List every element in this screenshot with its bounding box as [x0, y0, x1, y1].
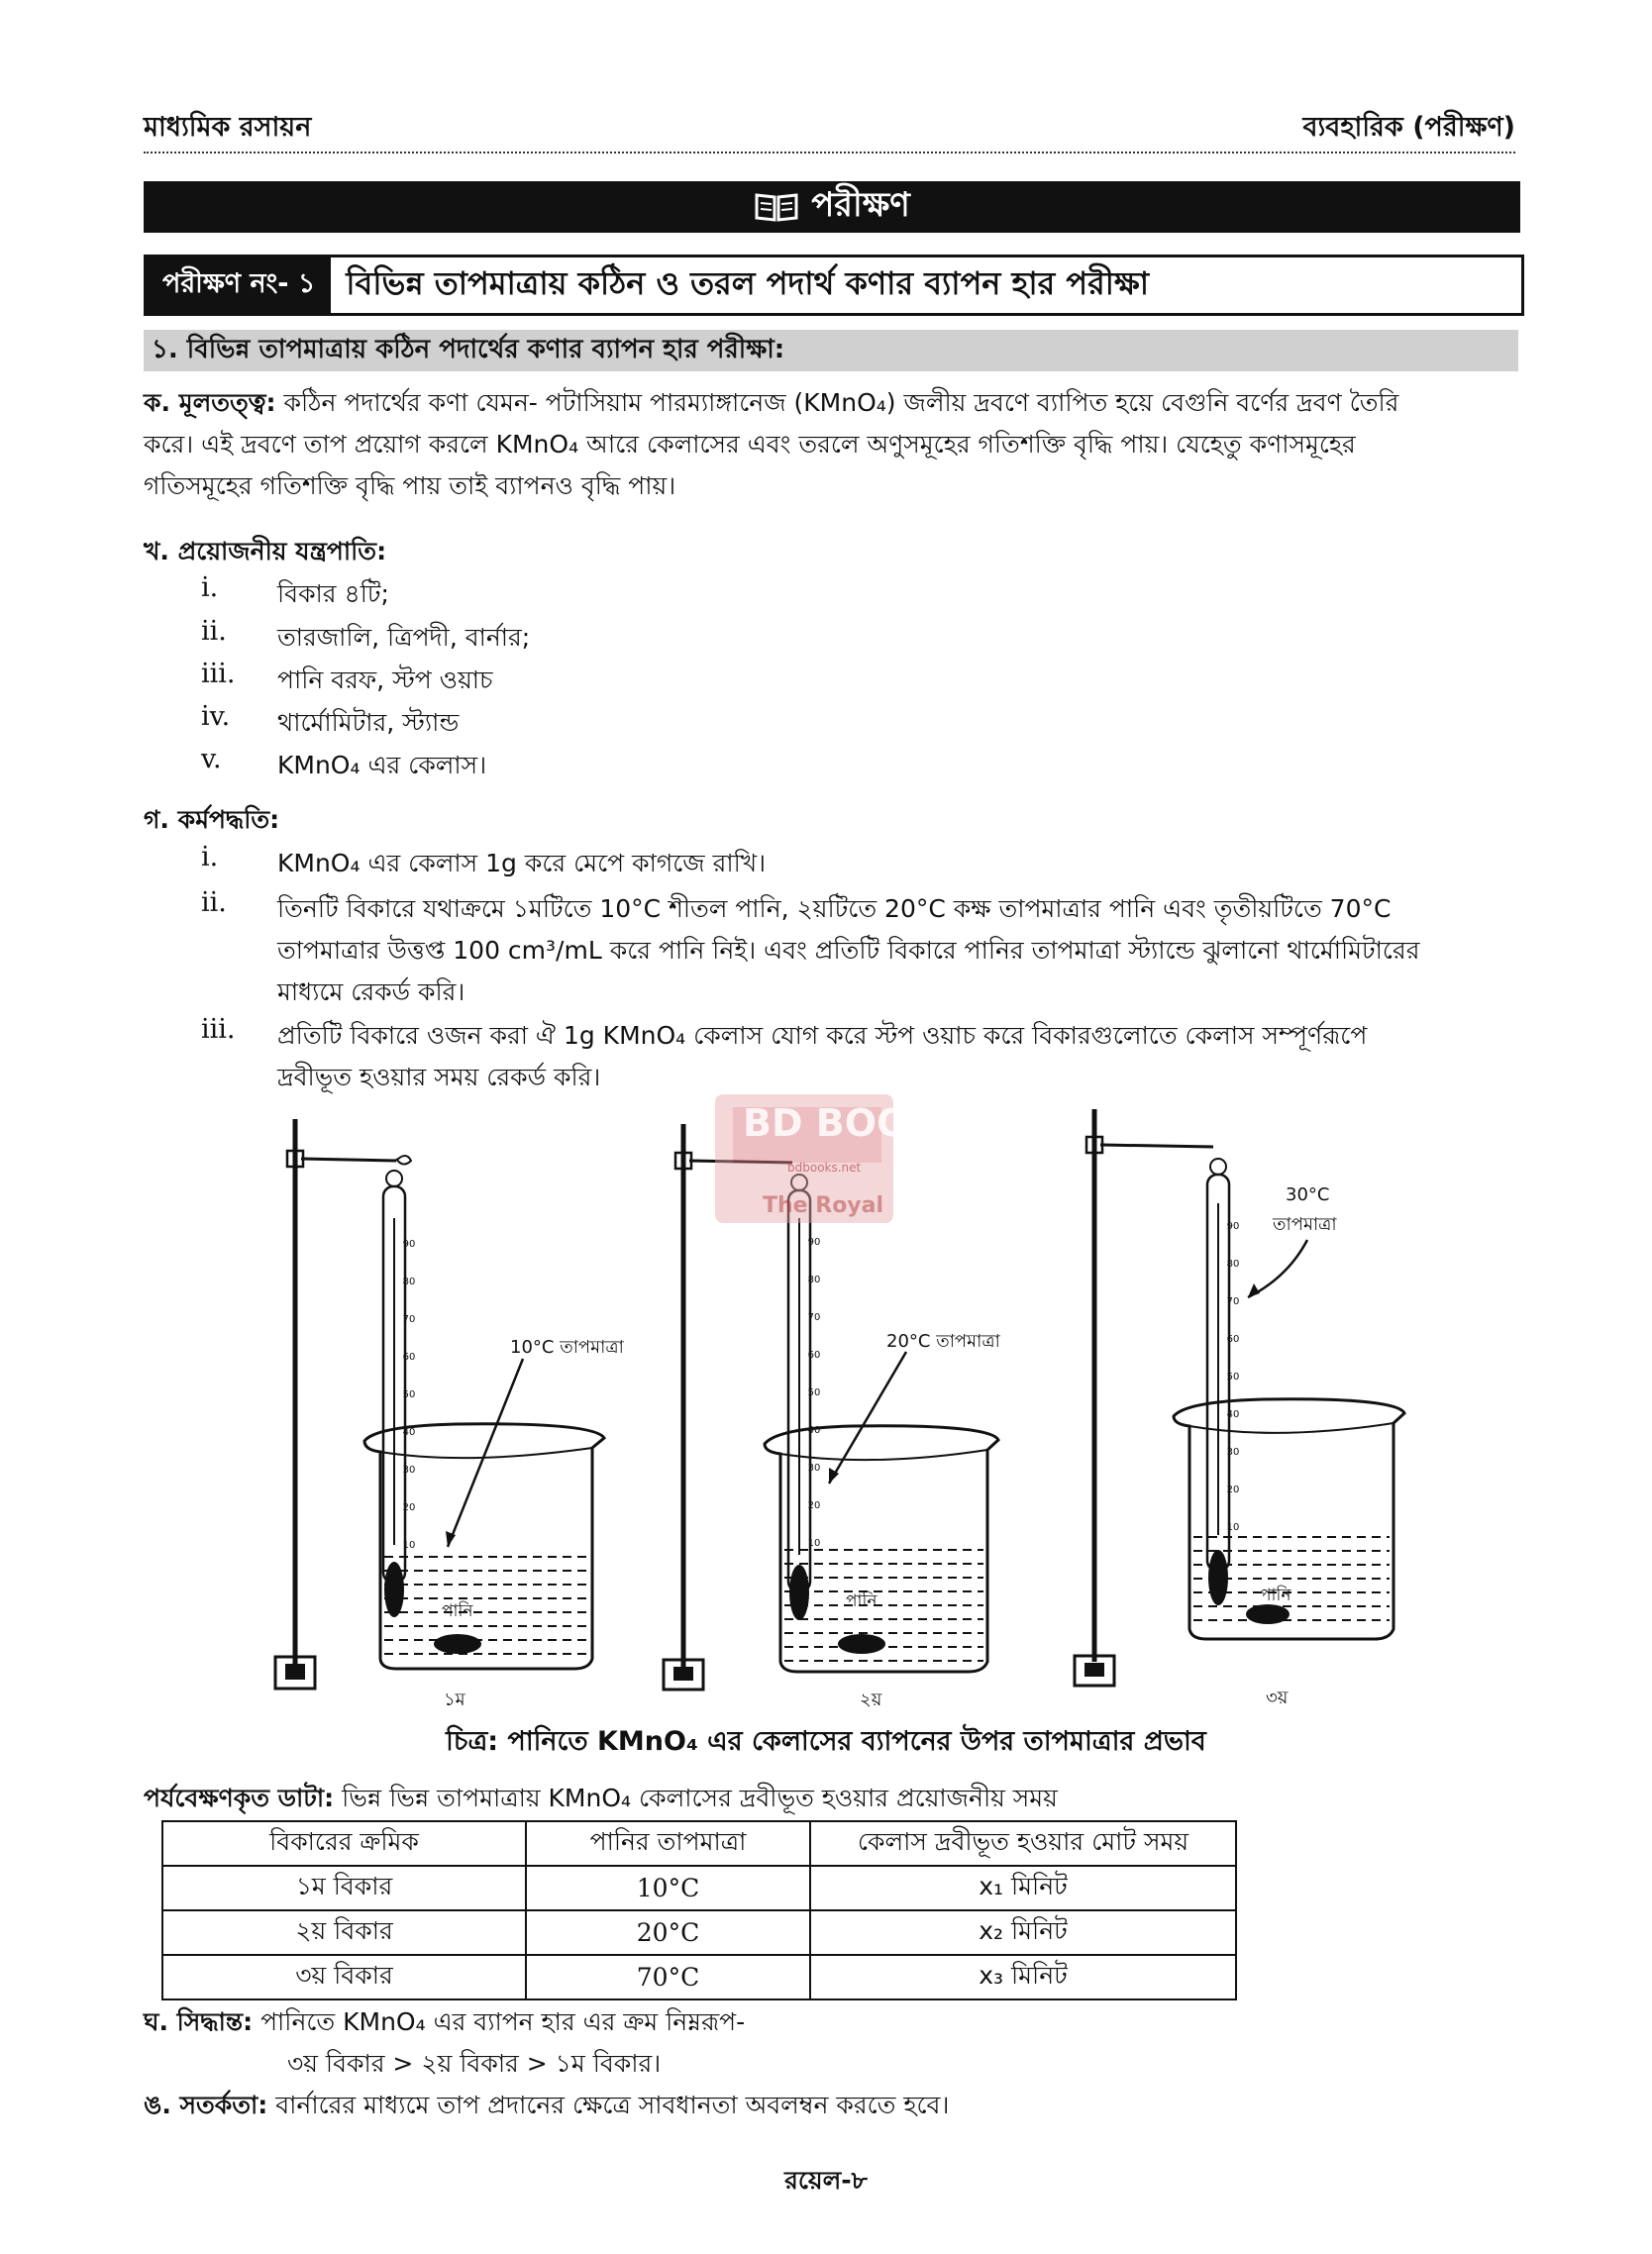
water-lines — [384, 1557, 589, 1654]
pointer-arrow — [448, 1359, 523, 1547]
water-label-3: পানি — [1260, 1586, 1291, 1605]
section-heading: ১. বিভিন্ন তাপমাত্রায় কঠিন পদার্থের কণার ব্যাপন হার পরীক্ষা: — [144, 330, 1518, 371]
pointer-arrow — [829, 1352, 906, 1484]
temp-label-3b: তাপমাত্রা — [1273, 1214, 1337, 1235]
principle-text-1: কঠিন পদার্থের কণা যেমন- পটাসিয়াম পারম্যাঙ্গানেজ (KMnO₄) জলীয় দ্রবণে ব্যাপিত হয়ে বেগুনি বর্ণের দ্রবণ তৈরি — [283, 388, 1399, 417]
principle-line-2: করে। এই দ্রবণে তাপ প্রয়োগ করলে KMnO₄ আরে কেলাসের এবং তরলে অণুসমূহের গতিশক্তি বৃদ্ধি পায়। যেহেতু কণাসমূহের — [144, 430, 1356, 459]
list-item: থার্মোমিটার, স্ট্যান্ড — [277, 708, 460, 737]
principle-line-1 — [144, 382, 1520, 424]
thermometer-loop — [386, 1171, 402, 1186]
observation-label: পর্যবেক্ষণকৃত ডাটা: — [144, 1784, 335, 1812]
list-item-cont: মাধ্যমে রেকর্ড করি। — [277, 977, 465, 1006]
apparatus-label: খ. প্রয়োজনীয় যন্ত্রপাতি: — [144, 537, 387, 565]
clamp-arm — [1100, 1145, 1213, 1147]
banner-title: পরীক্ষণ — [811, 184, 910, 225]
principle-label: ক. মূলতত্ত্ব: — [144, 388, 276, 417]
conclusion-label: ঘ. সিদ্ধান্ত: — [144, 2007, 254, 2036]
experiment-title-box — [144, 255, 1524, 316]
table-header-row — [162, 1821, 1236, 1866]
setup-label-1: ১ম — [444, 1690, 465, 1710]
watermark-brand: BD BOOKS — [743, 1101, 966, 1145]
principle-block — [144, 382, 1520, 507]
list-number: iv. — [201, 701, 231, 732]
table-cell: ১ম বিকার — [162, 1866, 526, 1910]
procedure-label: গ. কর্মপদ্ধতি: — [144, 805, 280, 834]
table-row — [162, 1910, 1236, 1955]
caution-label: ঙ. সতর্কতা: — [144, 2091, 268, 2119]
table-cell: 20°C — [526, 1910, 810, 1955]
stand-base-fill — [673, 1667, 693, 1681]
experiment-title: বিভিন্ন তাপমাত্রায় কঠিন ও তরল পদার্থ কণার ব্যাপন হার পরীক্ষা — [331, 257, 1149, 313]
page-number: রয়েল-৮ — [784, 2166, 868, 2195]
conclusion-text: পানিতে KMnO₄ এর ব্যাপন হার এর ক্রম নিম্নরূপ- — [260, 2007, 746, 2036]
table-row — [162, 1955, 1236, 1999]
figure-caption: চিত্র: পানিতে KMnO₄ এর কেলাসের ব্যাপনের উপর তাপমাত্রার প্রভাব — [446, 1726, 1206, 1757]
list-item: তিনটি বিকারে যথাক্রমে ১মটিতে 10°C শীতল পানি, ২য়টিতে 20°C কক্ষ তাপমাত্রার পানি এবং তৃতীয়টিতে 70°C — [277, 894, 1392, 923]
column-header: বিকারের ক্রমিক — [162, 1821, 526, 1866]
setup-label-3: ৩য় — [1266, 1688, 1289, 1708]
list-number: v. — [201, 744, 222, 774]
table-cell: x₁ মিনিট — [810, 1866, 1236, 1910]
list-number: i. — [201, 842, 219, 872]
conclusion-line — [144, 2002, 745, 2045]
stand-base-fill — [1084, 1663, 1104, 1677]
list-item: KMnO₄ এর কেলাস। — [277, 751, 487, 779]
temp-label-1: 10°C তাপমাত্রা — [510, 1337, 624, 1358]
list-number: ii. — [201, 887, 227, 918]
setup-1 — [275, 1119, 604, 1689]
caution-text: বার্নারের মাধ্যমে তাপ প্রদানের ক্ষেত্রে সাবধানতা অবলম্বন করতে হবে। — [275, 2091, 950, 2119]
kmno4-crystal — [838, 1634, 885, 1654]
list-number: iii. — [201, 659, 236, 689]
principle-line-3: গতিসমূহের গতিশক্তি বৃদ্ধি পায় তাই ব্যাপনও বৃদ্ধি পায়। — [144, 471, 676, 500]
watermark-site: bdbooks.net — [787, 1161, 862, 1175]
list-number: ii. — [201, 616, 227, 647]
list-item: বিকার ৪টি; — [277, 579, 389, 608]
list-item: KMnO₄ এর কেলাস 1g করে মেপে কাগজে রাখি। — [277, 849, 767, 877]
list-item-cont: দ্রবীভূত হওয়ার সময় রেকর্ড করি। — [277, 1063, 601, 1091]
setup-label-2: ২য় — [860, 1690, 882, 1710]
table-cell: 70°C — [526, 1955, 810, 1999]
kmno4-crystal — [434, 1634, 481, 1654]
watermark-publisher: The Royal — [763, 1193, 884, 1218]
water-label-2: পানি — [846, 1591, 878, 1611]
observation-line — [144, 1779, 1058, 1821]
table-cell: x₃ মিনিট — [810, 1955, 1236, 1999]
table-cell: 10°C — [526, 1866, 810, 1910]
observation-text: ভিন্ন ভিন্ন তাপমাত্রায় KMnO₄ কেলাসের দ্রবীভূত হওয়ার প্রয়োজনীয় সময় — [342, 1784, 1058, 1812]
column-header: পানির তাপমাত্রা — [526, 1821, 810, 1866]
list-item: তারজালি, ত্রিপদী, বার্নার; — [277, 623, 531, 652]
section-title: ব্যবহারিক (পরীক্ষণ) — [1302, 112, 1515, 143]
experiment-banner — [144, 181, 1520, 233]
stand-base-fill — [285, 1664, 305, 1680]
table-cell: x₂ মিনিট — [810, 1910, 1236, 1955]
column-header: কেলাস দ্রবীভূত হওয়ার মোট সময় — [810, 1821, 1236, 1866]
list-number: iii. — [201, 1014, 236, 1045]
thermometer-scale-1: 90 80 70 60 50 40 30 20 10 — [402, 1239, 416, 1551]
thermometer-scale-2: 90 80 70 60 50 40 30 20 10 — [807, 1237, 821, 1549]
experiment-number: পরীক্ষণ নং- ১ — [147, 257, 331, 313]
temp-label-3a: 30°C — [1286, 1184, 1330, 1205]
water-label-1: পানি — [442, 1601, 473, 1621]
observation-table — [161, 1820, 1237, 2000]
book-title: মাধ্যমিক রসায়ন — [144, 112, 312, 143]
header-divider — [144, 152, 1515, 154]
conclusion-order: ৩য় বিকার > ২য় বিকার > ১ম বিকার। — [287, 2049, 662, 2078]
open-book-icon — [754, 191, 799, 223]
list-item: পানি বরফ, স্টপ ওয়াচ — [277, 666, 493, 694]
list-number: i. — [201, 572, 219, 603]
thermometer-scale-3: 90 80 70 60 50 40 30 20 10 — [1226, 1221, 1240, 1533]
table-row — [162, 1866, 1236, 1910]
clamp-arm — [301, 1159, 396, 1161]
temp-label-2: 20°C তাপমাত্রা — [886, 1331, 1000, 1352]
list-item: প্রতিটি বিকারে ওজন করা ঐ 1g KMnO₄ কেলাস যোগ করে স্টপ ওয়াচ করে বিকারগুলোতে কেলাস সম্পূর্ণরূপে — [277, 1021, 1368, 1050]
thermometer-loop — [1210, 1159, 1226, 1175]
list-item-cont: তাপমাত্রার উত্তপ্ত 100 cm³/mL করে পানি নিই। এবং প্রতিটি বিকারে পানির তাপমাত্রা স্ট্যান্ডে ঝুলানো থার্মোমিটারের — [277, 936, 1420, 965]
experiment-figure — [139, 1089, 1525, 1713]
caution-line — [144, 2086, 949, 2128]
table-cell: ৩য় বিকার — [162, 1955, 526, 1999]
table-cell: ২য় বিকার — [162, 1910, 526, 1955]
